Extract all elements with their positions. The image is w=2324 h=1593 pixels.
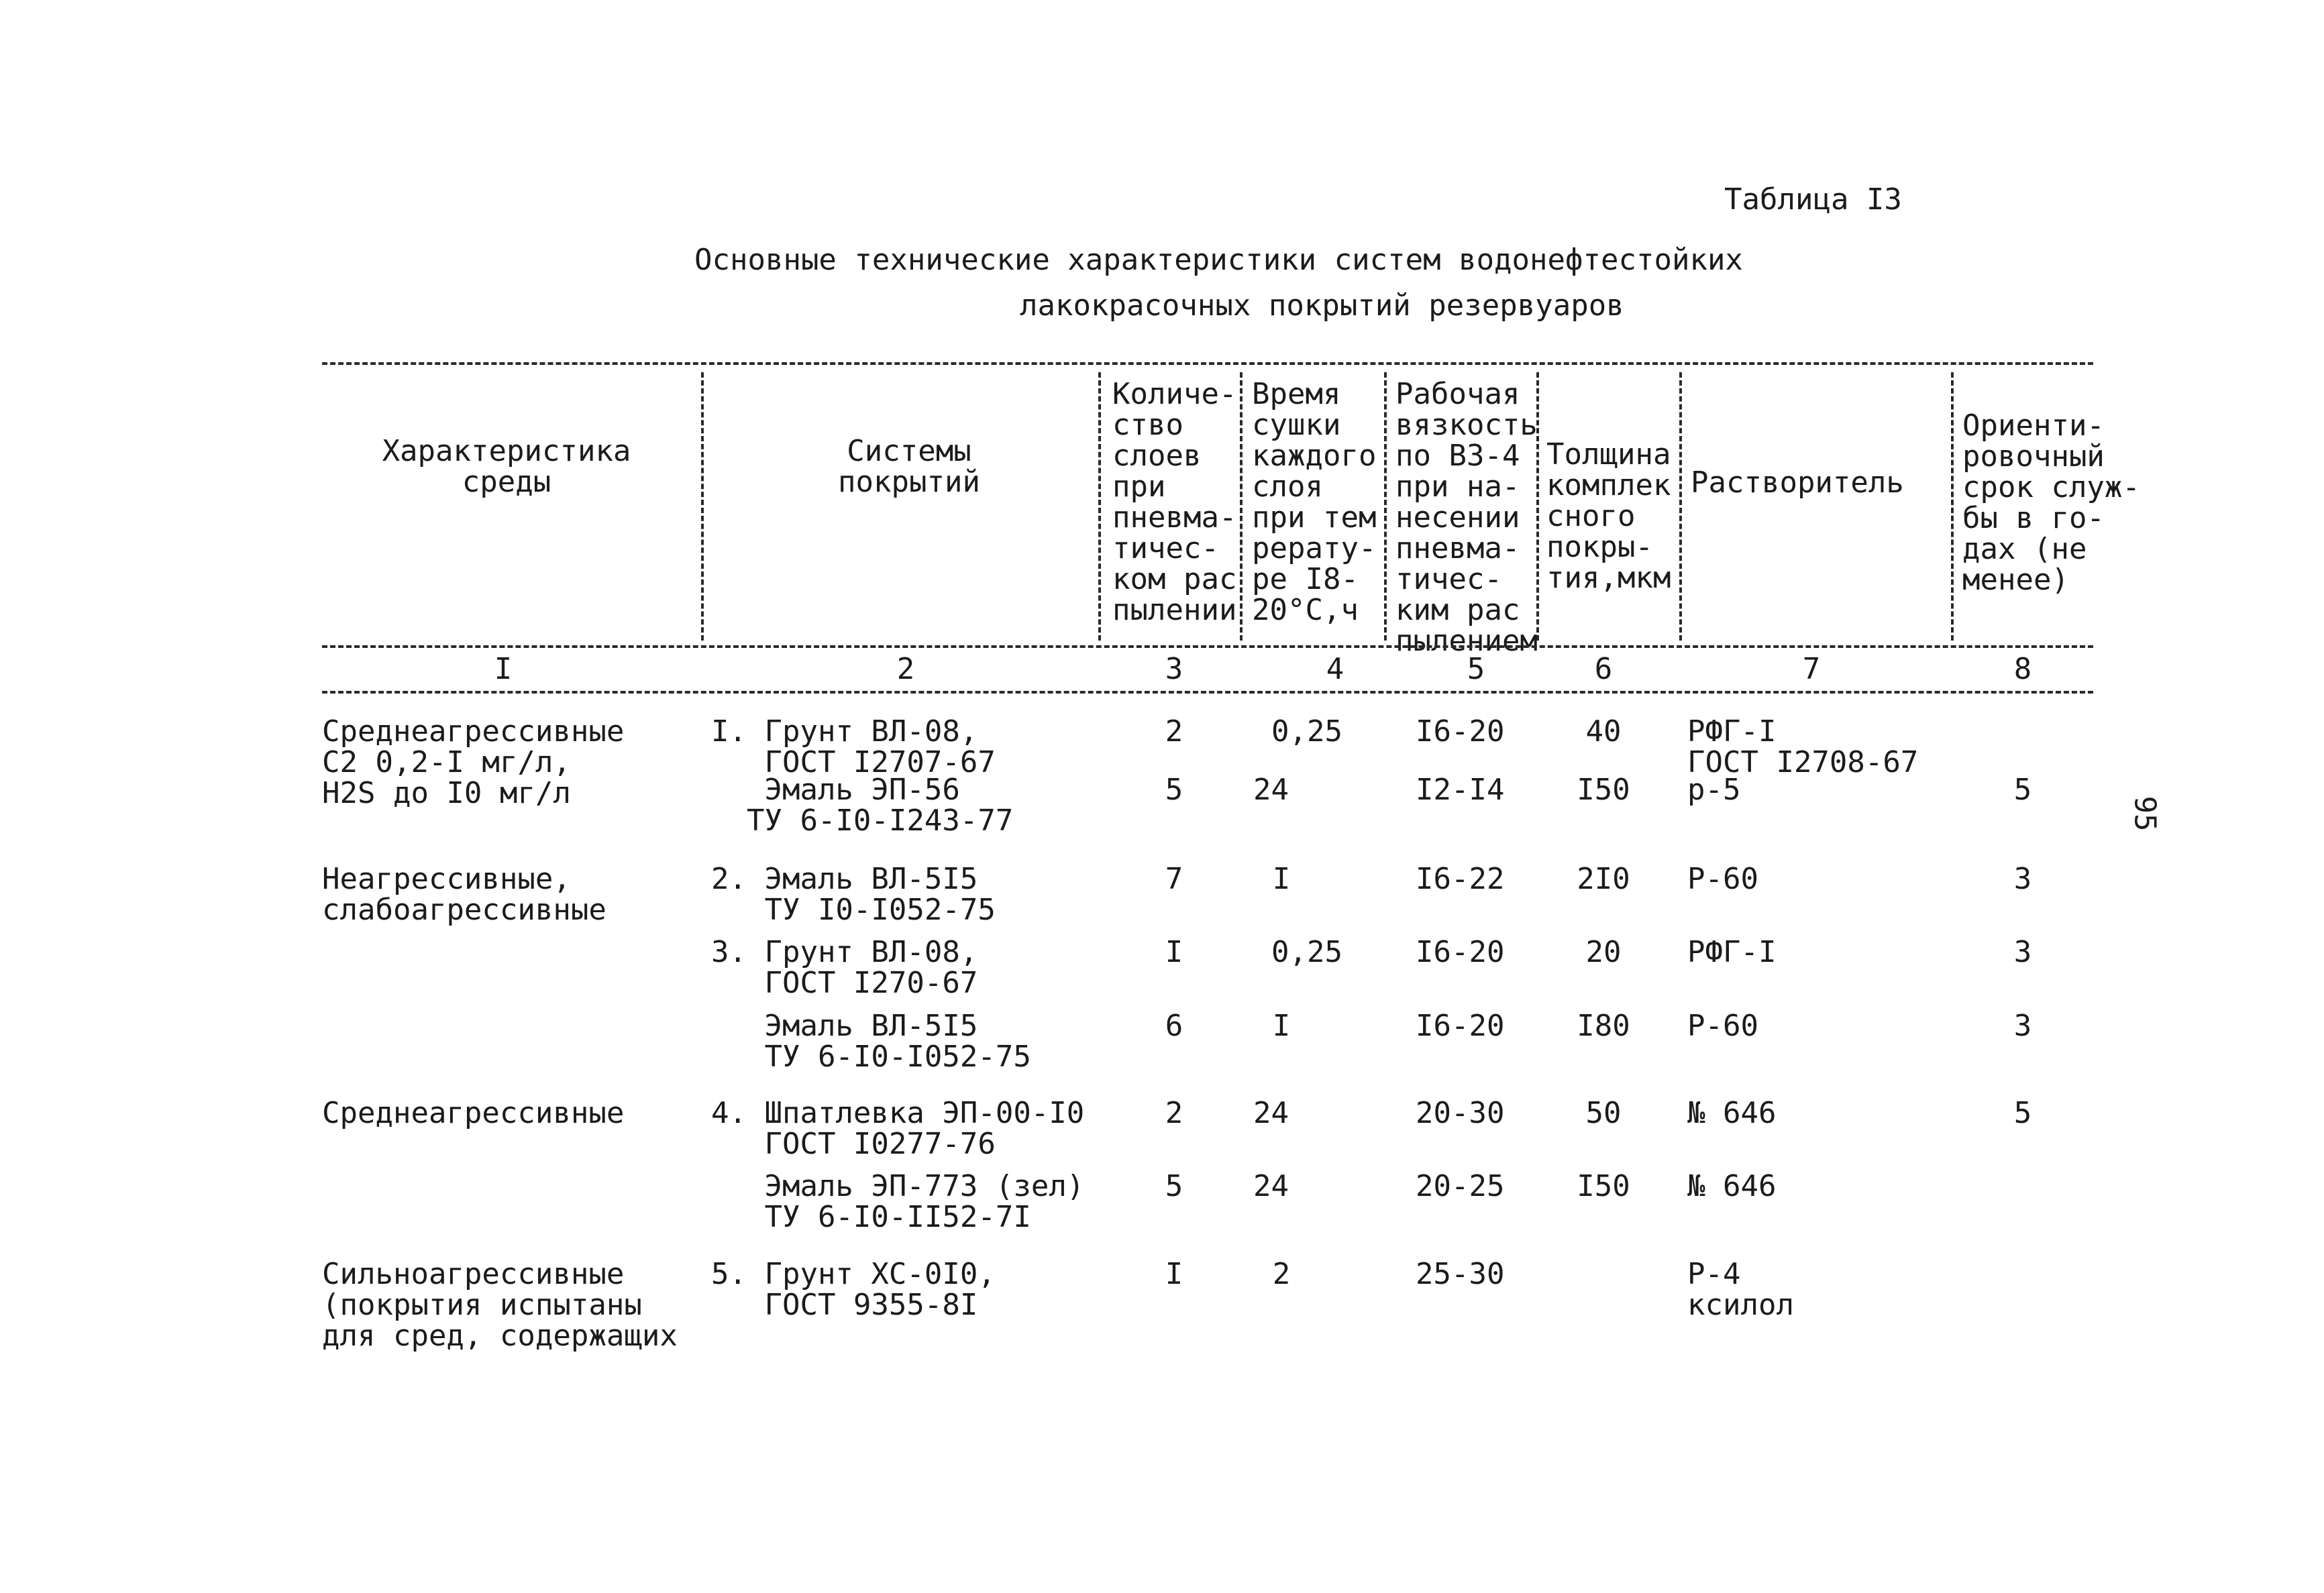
row-8-drying: 2 — [1272, 1257, 1291, 1291]
row-7-system: Эмаль ЭП-773 (зел) ТУ 6-I0-II52-7I — [764, 1169, 1085, 1234]
row-2-drying: 24 — [1253, 773, 1289, 807]
row-2-solvent: р-5 — [1687, 773, 1741, 807]
col-separator — [701, 372, 704, 641]
header-drying-time: Время сушки каждого слоя при тем pерату- ре I8- 20°С,ч — [1252, 377, 1377, 627]
row-6-solvent: № 646 — [1687, 1096, 1777, 1130]
column-number: 7 — [1802, 652, 1821, 686]
row-3-layers: 7 — [1165, 862, 1183, 896]
title-line-2: лакокрасочных покрытий резервуаров — [1020, 288, 1624, 323]
row-8-viscosity: 25-30 — [1416, 1257, 1505, 1291]
row-7-thickness: I50 — [1577, 1169, 1630, 1203]
column-number: 3 — [1165, 652, 1183, 686]
header-layers: Количе- ство слоев при пневма- тичес- ком рас пылении — [1112, 377, 1237, 627]
row-7-solvent: № 646 — [1687, 1169, 1777, 1203]
header-top-rule — [322, 362, 2093, 365]
column-number: 4 — [1326, 652, 1344, 686]
row-3-service-life: 3 — [2013, 862, 2032, 896]
table-label: Таблица I3 — [1724, 182, 1902, 217]
row-6-thickness: 50 — [1585, 1096, 1622, 1130]
row-4-system: 3. Грунт ВЛ-08, ГОСТ I270-67 — [711, 935, 978, 1000]
row-2-thickness: I50 — [1577, 773, 1630, 807]
row-1-environment: Среднеагрессивные С2 0,2-I мг/л, H2S до I0 мг/л — [322, 714, 625, 810]
row-2-layers: 5 — [1165, 773, 1183, 807]
header-service-life: Ориенти- ровочный срок служ- бы в го- дах (не менее) — [1962, 408, 2140, 597]
column-number: I — [494, 652, 513, 686]
row-4-service-life: 3 — [2013, 935, 2032, 969]
row-1-thickness: 40 — [1585, 714, 1622, 749]
row-8-solvent: Р-4 ксилол — [1687, 1257, 1794, 1322]
header-solvent: Растворитель — [1691, 465, 1904, 500]
row-7-drying: 24 — [1253, 1169, 1289, 1203]
row-3-system: 2. Эмаль ВЛ-5I5 ТУ I0-I052-75 — [711, 862, 996, 927]
row-1-solvent: РФГ-I ГОСТ I2708-67 — [1687, 714, 1919, 779]
column-number-rule — [322, 691, 2093, 694]
row-1-drying: 0,25 — [1271, 714, 1342, 749]
column-number: 5 — [1467, 652, 1485, 686]
row-2-system: Эмаль ЭП-56 ТУ 6-I0-I243-77 — [746, 773, 1014, 838]
row-3-environment: Неагрессивные, слабоагрессивные — [322, 862, 606, 927]
row-6-drying: 24 — [1253, 1096, 1289, 1130]
row-5-service-life: 3 — [2013, 1009, 2032, 1043]
row-8-system: 5. Грунт ХС-0I0, ГОСТ 9355-8I — [711, 1257, 996, 1322]
row-4-drying: 0,25 — [1271, 935, 1342, 969]
row-4-viscosity: I6-20 — [1416, 935, 1505, 969]
title-line-1: Основные технические характеристики систем водонефтестойких — [694, 243, 1743, 277]
header-environment: Характеристика среды — [382, 434, 631, 499]
page-number: 95 — [2127, 795, 2162, 832]
row-6-system: 4. Шпатлевка ЭП-00-I0 ГОСТ I0277-76 — [711, 1096, 1085, 1161]
row-8-environment: Сильноагрессивные (покрытия испытаны для сред, содержащих — [322, 1257, 678, 1353]
row-3-thickness: 2I0 — [1577, 862, 1630, 896]
header-systems: Системы покрытий — [838, 434, 980, 499]
row-3-drying: I — [1272, 862, 1291, 896]
row-5-drying: I — [1272, 1009, 1291, 1043]
row-5-thickness: I80 — [1577, 1009, 1630, 1043]
row-4-thickness: 20 — [1585, 935, 1622, 969]
row-5-viscosity: I6-20 — [1416, 1009, 1505, 1043]
col-separator — [1098, 372, 1101, 641]
row-1-viscosity: I6-20 — [1416, 714, 1505, 749]
header-thickness: Толщина комплек сного покры- тия,мкм — [1546, 437, 1671, 595]
row-2-service-life: 5 — [2013, 773, 2032, 807]
row-7-layers: 5 — [1165, 1169, 1183, 1203]
row-7-viscosity: 20-25 — [1416, 1169, 1505, 1203]
col-separator — [1679, 372, 1682, 641]
row-3-viscosity: I6-22 — [1416, 862, 1505, 896]
column-number: 2 — [896, 652, 915, 686]
row-1-system: I. Грунт ВЛ-08, ГОСТ I2707-67 — [711, 714, 996, 779]
row-5-solvent: Р-60 — [1687, 1009, 1758, 1043]
header-viscosity: Рабочая вязкость по ВЗ-4 при на- несении пневма- тичес- ким рас пылением — [1395, 377, 1538, 658]
row-1-layers: 2 — [1165, 714, 1183, 749]
row-3-solvent: Р-60 — [1687, 862, 1758, 896]
row-6-service-life: 5 — [2013, 1096, 2032, 1130]
col-separator — [1384, 372, 1387, 641]
row-5-system: Эмаль ВЛ-5I5 ТУ 6-I0-I052-75 — [764, 1009, 1031, 1074]
row-4-solvent: РФГ-I — [1687, 935, 1777, 969]
col-separator — [1240, 372, 1243, 641]
row-6-viscosity: 20-30 — [1416, 1096, 1505, 1130]
header-bottom-rule — [322, 645, 2093, 648]
column-number: 6 — [1594, 652, 1613, 686]
row-8-layers: I — [1165, 1257, 1183, 1291]
row-4-layers: I — [1165, 935, 1183, 969]
row-6-layers: 2 — [1165, 1096, 1183, 1130]
col-separator — [1951, 372, 1954, 641]
row-6-environment: Среднеагрессивные — [322, 1096, 625, 1130]
row-5-layers: 6 — [1165, 1009, 1183, 1043]
row-2-viscosity: I2-I4 — [1416, 773, 1505, 807]
column-number: 8 — [2013, 652, 2032, 686]
